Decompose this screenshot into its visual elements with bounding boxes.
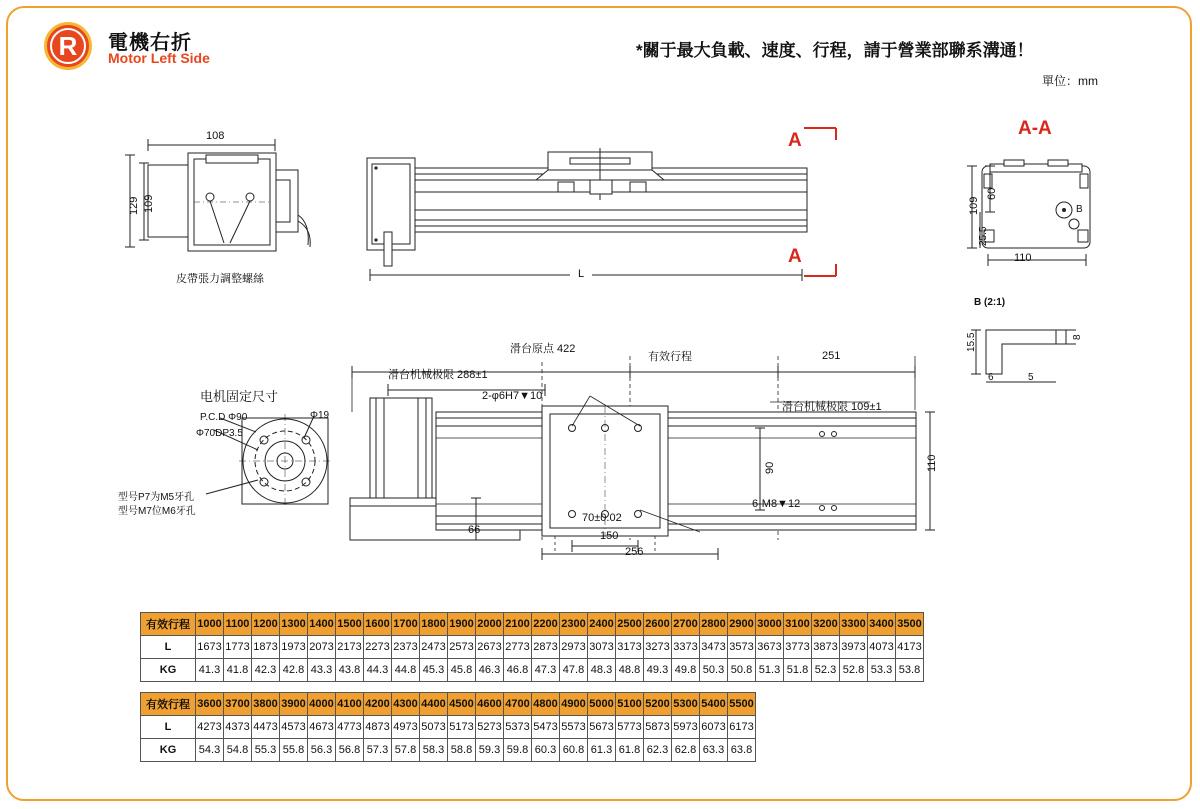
- cell-l-1-20: 3673: [756, 636, 784, 659]
- section-aa-view: [966, 150, 1126, 290]
- cell-l-1-25: 4173: [896, 636, 924, 659]
- dim-90: 90: [764, 461, 776, 474]
- cell-l-1-22: 3873: [812, 636, 840, 659]
- cell-l-2-1: 4373: [224, 716, 252, 739]
- cell-kg-2-2: 55.3: [252, 739, 280, 762]
- cell-l-2-14: 5673: [588, 716, 616, 739]
- cell-stroke-1-12: 2200: [532, 613, 560, 636]
- dim-L: L: [578, 268, 585, 280]
- mech-limit-right-label: 滑台机械极限 109±1: [782, 401, 882, 413]
- cell-stroke-1-8: 1800: [420, 613, 448, 636]
- cell-stroke-1-2: 1200: [252, 613, 280, 636]
- dim-251: 251: [822, 350, 841, 362]
- cell-stroke-2-3: 3900: [280, 693, 308, 716]
- cell-l-1-10: 2673: [476, 636, 504, 659]
- cell-stroke-1-9: 1900: [448, 613, 476, 636]
- header-note: *關于最大負載、速度、行程，請于營業部聯系溝通！: [636, 41, 1034, 60]
- cell-kg-2-5: 56.8: [336, 739, 364, 762]
- cell-stroke-1-17: 2700: [672, 613, 700, 636]
- cell-stroke-2-7: 4300: [392, 693, 420, 716]
- cell-kg-2-10: 59.3: [476, 739, 504, 762]
- cell-l-1-17: 3373: [672, 636, 700, 659]
- cell-l-2-5: 4773: [336, 716, 364, 739]
- page-title-en: Motor Left Side: [108, 50, 210, 66]
- cell-l-2-15: 5773: [616, 716, 644, 739]
- table-row-kg-2: [141, 739, 756, 762]
- dim-8-detail: 8: [1072, 334, 1083, 340]
- cell-kg-1-10: 46.3: [476, 659, 504, 682]
- cell-kg-1-5: 43.8: [336, 659, 364, 682]
- cell-kg-1-18: 50.3: [700, 659, 728, 682]
- pcd-label: P.C.D Φ90: [200, 412, 248, 423]
- cell-l-2-11: 5373: [504, 716, 532, 739]
- cell-stroke-1-25: 3500: [896, 613, 924, 636]
- row-header-kg-1: KG: [141, 659, 196, 682]
- cell-stroke-2-12: 4800: [532, 693, 560, 716]
- cell-stroke-2-10: 4600: [476, 693, 504, 716]
- cell-kg-1-21: 51.8: [784, 659, 812, 682]
- cell-l-1-15: 3173: [616, 636, 644, 659]
- section-view-title: A-A: [1018, 118, 1052, 139]
- row-header-kg-2: KG: [141, 739, 196, 762]
- cell-stroke-2-9: 4500: [448, 693, 476, 716]
- hole-6x-label: 6-M8▼12: [752, 498, 801, 510]
- row-header-l-1: L: [141, 636, 196, 659]
- dim-60-section: 60: [986, 187, 998, 200]
- dim-110-section: 110: [1014, 252, 1032, 264]
- cell-l-1-11: 2773: [504, 636, 532, 659]
- cell-l-1-14: 3073: [588, 636, 616, 659]
- dim-6-detail: 6: [988, 372, 994, 383]
- cell-l-2-8: 5073: [420, 716, 448, 739]
- cell-kg-1-19: 50.8: [728, 659, 756, 682]
- cell-stroke-2-1: 3700: [224, 693, 252, 716]
- dim-150: 150: [600, 530, 619, 542]
- cell-kg-2-7: 57.8: [392, 739, 420, 762]
- cell-l-2-18: 6073: [700, 716, 728, 739]
- cell-stroke-1-0: 1000: [196, 613, 224, 636]
- cell-kg-2-0: 54.3: [196, 739, 224, 762]
- cell-l-1-19: 3573: [728, 636, 756, 659]
- hole-2x-label: 2-φ6H7▼10: [482, 390, 543, 402]
- cell-l-1-9: 2573: [448, 636, 476, 659]
- bore-label: Φ70DP3.5: [196, 428, 243, 439]
- cell-stroke-2-19: 5500: [728, 693, 756, 716]
- cell-l-1-1: 1773: [224, 636, 252, 659]
- table-row-l-2: [141, 716, 756, 739]
- table-row-l-1: [141, 636, 924, 659]
- detail-b-title: B (2:1): [974, 297, 1006, 308]
- section-arrow-top: [786, 124, 846, 154]
- cell-kg-1-2: 42.3: [252, 659, 280, 682]
- cell-kg-2-17: 62.8: [672, 739, 700, 762]
- cell-l-2-7: 4973: [392, 716, 420, 739]
- cell-stroke-2-17: 5300: [672, 693, 700, 716]
- dim-256: 256: [625, 546, 644, 558]
- cell-kg-2-8: 58.3: [420, 739, 448, 762]
- cell-stroke-1-18: 2800: [700, 613, 728, 636]
- cell-l-1-6: 2273: [364, 636, 392, 659]
- unit-label: 單位：mm: [1042, 74, 1098, 88]
- cell-kg-2-13: 60.8: [560, 739, 588, 762]
- dim-129: 129: [128, 196, 140, 215]
- cell-l-1-5: 2173: [336, 636, 364, 659]
- cell-l-2-2: 4473: [252, 716, 280, 739]
- dim-15-5-detail: 15.5: [966, 332, 977, 352]
- cell-kg-2-16: 62.3: [644, 739, 672, 762]
- cell-kg-1-14: 48.3: [588, 659, 616, 682]
- cell-kg-2-3: 55.8: [280, 739, 308, 762]
- cell-l-1-3: 1973: [280, 636, 308, 659]
- cell-kg-2-11: 59.8: [504, 739, 532, 762]
- belt-tension-screw-callout: 皮帶張力調整螺絲: [176, 273, 264, 285]
- cell-l-2-3: 4573: [280, 716, 308, 739]
- logo-letter: R: [58, 31, 78, 61]
- dim-5-detail: 5: [1028, 372, 1034, 383]
- cell-l-2-12: 5473: [532, 716, 560, 739]
- dim-110-top: 110: [926, 454, 938, 472]
- cell-l-2-16: 5873: [644, 716, 672, 739]
- cell-kg-1-24: 53.3: [868, 659, 896, 682]
- cell-kg-2-4: 56.3: [308, 739, 336, 762]
- cell-kg-2-6: 57.3: [364, 739, 392, 762]
- cell-stroke-2-2: 3800: [252, 693, 280, 716]
- mech-limit-left-label: 滑台机械极限 288±1: [388, 369, 488, 381]
- cell-stroke-1-7: 1700: [392, 613, 420, 636]
- cell-kg-1-22: 52.3: [812, 659, 840, 682]
- company-logo: [44, 22, 92, 70]
- cell-kg-1-17: 49.8: [672, 659, 700, 682]
- dim-70: 70±0.02: [582, 512, 622, 524]
- cell-kg-1-6: 44.3: [364, 659, 392, 682]
- cell-l-1-12: 2873: [532, 636, 560, 659]
- cell-stroke-1-4: 1400: [308, 613, 336, 636]
- row-header-l-2: L: [141, 716, 196, 739]
- motor-mount-title: 电机固定尺寸: [200, 389, 279, 404]
- dim-66: 66: [468, 524, 481, 536]
- cell-l-2-10: 5273: [476, 716, 504, 739]
- cell-kg-2-12: 60.3: [532, 739, 560, 762]
- cell-kg-1-16: 49.3: [644, 659, 672, 682]
- thread-note-p7: 型号P7为M5牙孔: [118, 492, 195, 503]
- dim-109-section: 109: [968, 196, 980, 215]
- cell-kg-1-4: 43.3: [308, 659, 336, 682]
- table-row-stroke-1: [141, 613, 924, 636]
- cell-kg-1-20: 51.3: [756, 659, 784, 682]
- cell-l-1-8: 2473: [420, 636, 448, 659]
- cell-l-1-21: 3773: [784, 636, 812, 659]
- cell-kg-1-15: 48.8: [616, 659, 644, 682]
- cell-l-2-6: 4873: [364, 716, 392, 739]
- cell-stroke-1-20: 3000: [756, 613, 784, 636]
- cell-stroke-1-6: 1600: [364, 613, 392, 636]
- cell-kg-2-14: 61.3: [588, 739, 616, 762]
- cell-stroke-2-0: 3600: [196, 693, 224, 716]
- cell-l-2-0: 4273: [196, 716, 224, 739]
- cell-kg-1-13: 47.8: [560, 659, 588, 682]
- cell-l-2-19: 6173: [728, 716, 756, 739]
- cell-stroke-1-19: 2900: [728, 613, 756, 636]
- cell-l-2-17: 5973: [672, 716, 700, 739]
- cell-kg-1-1: 41.8: [224, 659, 252, 682]
- cell-stroke-2-16: 5200: [644, 693, 672, 716]
- top-view: [340, 350, 1000, 570]
- cell-kg-1-0: 41.3: [196, 659, 224, 682]
- cell-kg-2-9: 58.8: [448, 739, 476, 762]
- cell-l-1-2: 1873: [252, 636, 280, 659]
- cell-kg-1-11: 46.8: [504, 659, 532, 682]
- cell-kg-1-25: 53.8: [896, 659, 924, 682]
- cell-stroke-1-14: 2400: [588, 613, 616, 636]
- cell-l-1-7: 2373: [392, 636, 420, 659]
- detail-mark-b: B: [1076, 204, 1083, 215]
- cell-stroke-2-4: 4000: [308, 693, 336, 716]
- dim-108: 108: [206, 130, 225, 142]
- cell-l-1-24: 4073: [868, 636, 896, 659]
- cell-stroke-2-15: 5100: [616, 693, 644, 716]
- cell-kg-2-1: 54.8: [224, 739, 252, 762]
- cell-stroke-2-13: 4900: [560, 693, 588, 716]
- cell-l-1-4: 2073: [308, 636, 336, 659]
- effective-stroke-label: 有效行程: [648, 351, 692, 363]
- section-arrow-bottom: [786, 258, 846, 288]
- cell-stroke-1-10: 2000: [476, 613, 504, 636]
- row-header-stroke-2: 有效行程: [141, 693, 196, 716]
- cell-stroke-1-15: 2500: [616, 613, 644, 636]
- cell-l-2-13: 5573: [560, 716, 588, 739]
- cell-kg-1-3: 42.8: [280, 659, 308, 682]
- cell-l-1-18: 3473: [700, 636, 728, 659]
- cell-stroke-1-24: 3400: [868, 613, 896, 636]
- spec-table-1: [140, 612, 924, 682]
- dim-25-5-section: 25.5: [978, 226, 989, 246]
- section-mark-a-top: A: [788, 130, 802, 151]
- cell-kg-2-19: 63.8: [728, 739, 756, 762]
- row-header-stroke-1: 有效行程: [141, 613, 196, 636]
- dim-109: 109: [143, 194, 155, 213]
- cell-stroke-2-8: 4400: [420, 693, 448, 716]
- cell-stroke-2-14: 5000: [588, 693, 616, 716]
- table-row-stroke-2: [141, 693, 756, 716]
- cell-l-1-0: 1673: [196, 636, 224, 659]
- cell-kg-2-18: 63.3: [700, 739, 728, 762]
- cell-stroke-1-13: 2300: [560, 613, 588, 636]
- cell-l-1-23: 3973: [840, 636, 868, 659]
- cell-kg-1-23: 52.8: [840, 659, 868, 682]
- slider-origin-label: 滑台原点 422: [510, 343, 576, 355]
- cell-stroke-1-22: 3200: [812, 613, 840, 636]
- cell-kg-1-9: 45.8: [448, 659, 476, 682]
- cell-stroke-2-11: 4700: [504, 693, 532, 716]
- cell-kg-2-15: 61.8: [616, 739, 644, 762]
- cell-stroke-1-21: 3100: [784, 613, 812, 636]
- cell-stroke-1-3: 1300: [280, 613, 308, 636]
- cell-kg-1-8: 45.3: [420, 659, 448, 682]
- cell-stroke-1-23: 3300: [840, 613, 868, 636]
- cell-l-2-4: 4673: [308, 716, 336, 739]
- front-view: [362, 140, 822, 290]
- thread-note-m7: 型号M7位M6牙孔: [118, 506, 196, 517]
- cell-stroke-1-5: 1500: [336, 613, 364, 636]
- shaft-label: Φ19: [310, 410, 330, 421]
- section-mark-a-bottom: A: [788, 246, 802, 267]
- cell-kg-1-7: 44.8: [392, 659, 420, 682]
- cell-kg-1-12: 47.3: [532, 659, 560, 682]
- cell-stroke-1-11: 2100: [504, 613, 532, 636]
- cell-stroke-2-18: 5400: [700, 693, 728, 716]
- table-row-kg-1: [141, 659, 924, 682]
- cell-l-1-16: 3273: [644, 636, 672, 659]
- cell-stroke-2-5: 4100: [336, 693, 364, 716]
- spec-table-2: [140, 692, 756, 762]
- cell-stroke-1-16: 2600: [644, 613, 672, 636]
- cell-l-2-9: 5173: [448, 716, 476, 739]
- page-title-cn: 電機右折: [108, 32, 192, 54]
- cell-stroke-2-6: 4200: [364, 693, 392, 716]
- cell-l-1-13: 2973: [560, 636, 588, 659]
- cell-stroke-1-1: 1100: [224, 613, 252, 636]
